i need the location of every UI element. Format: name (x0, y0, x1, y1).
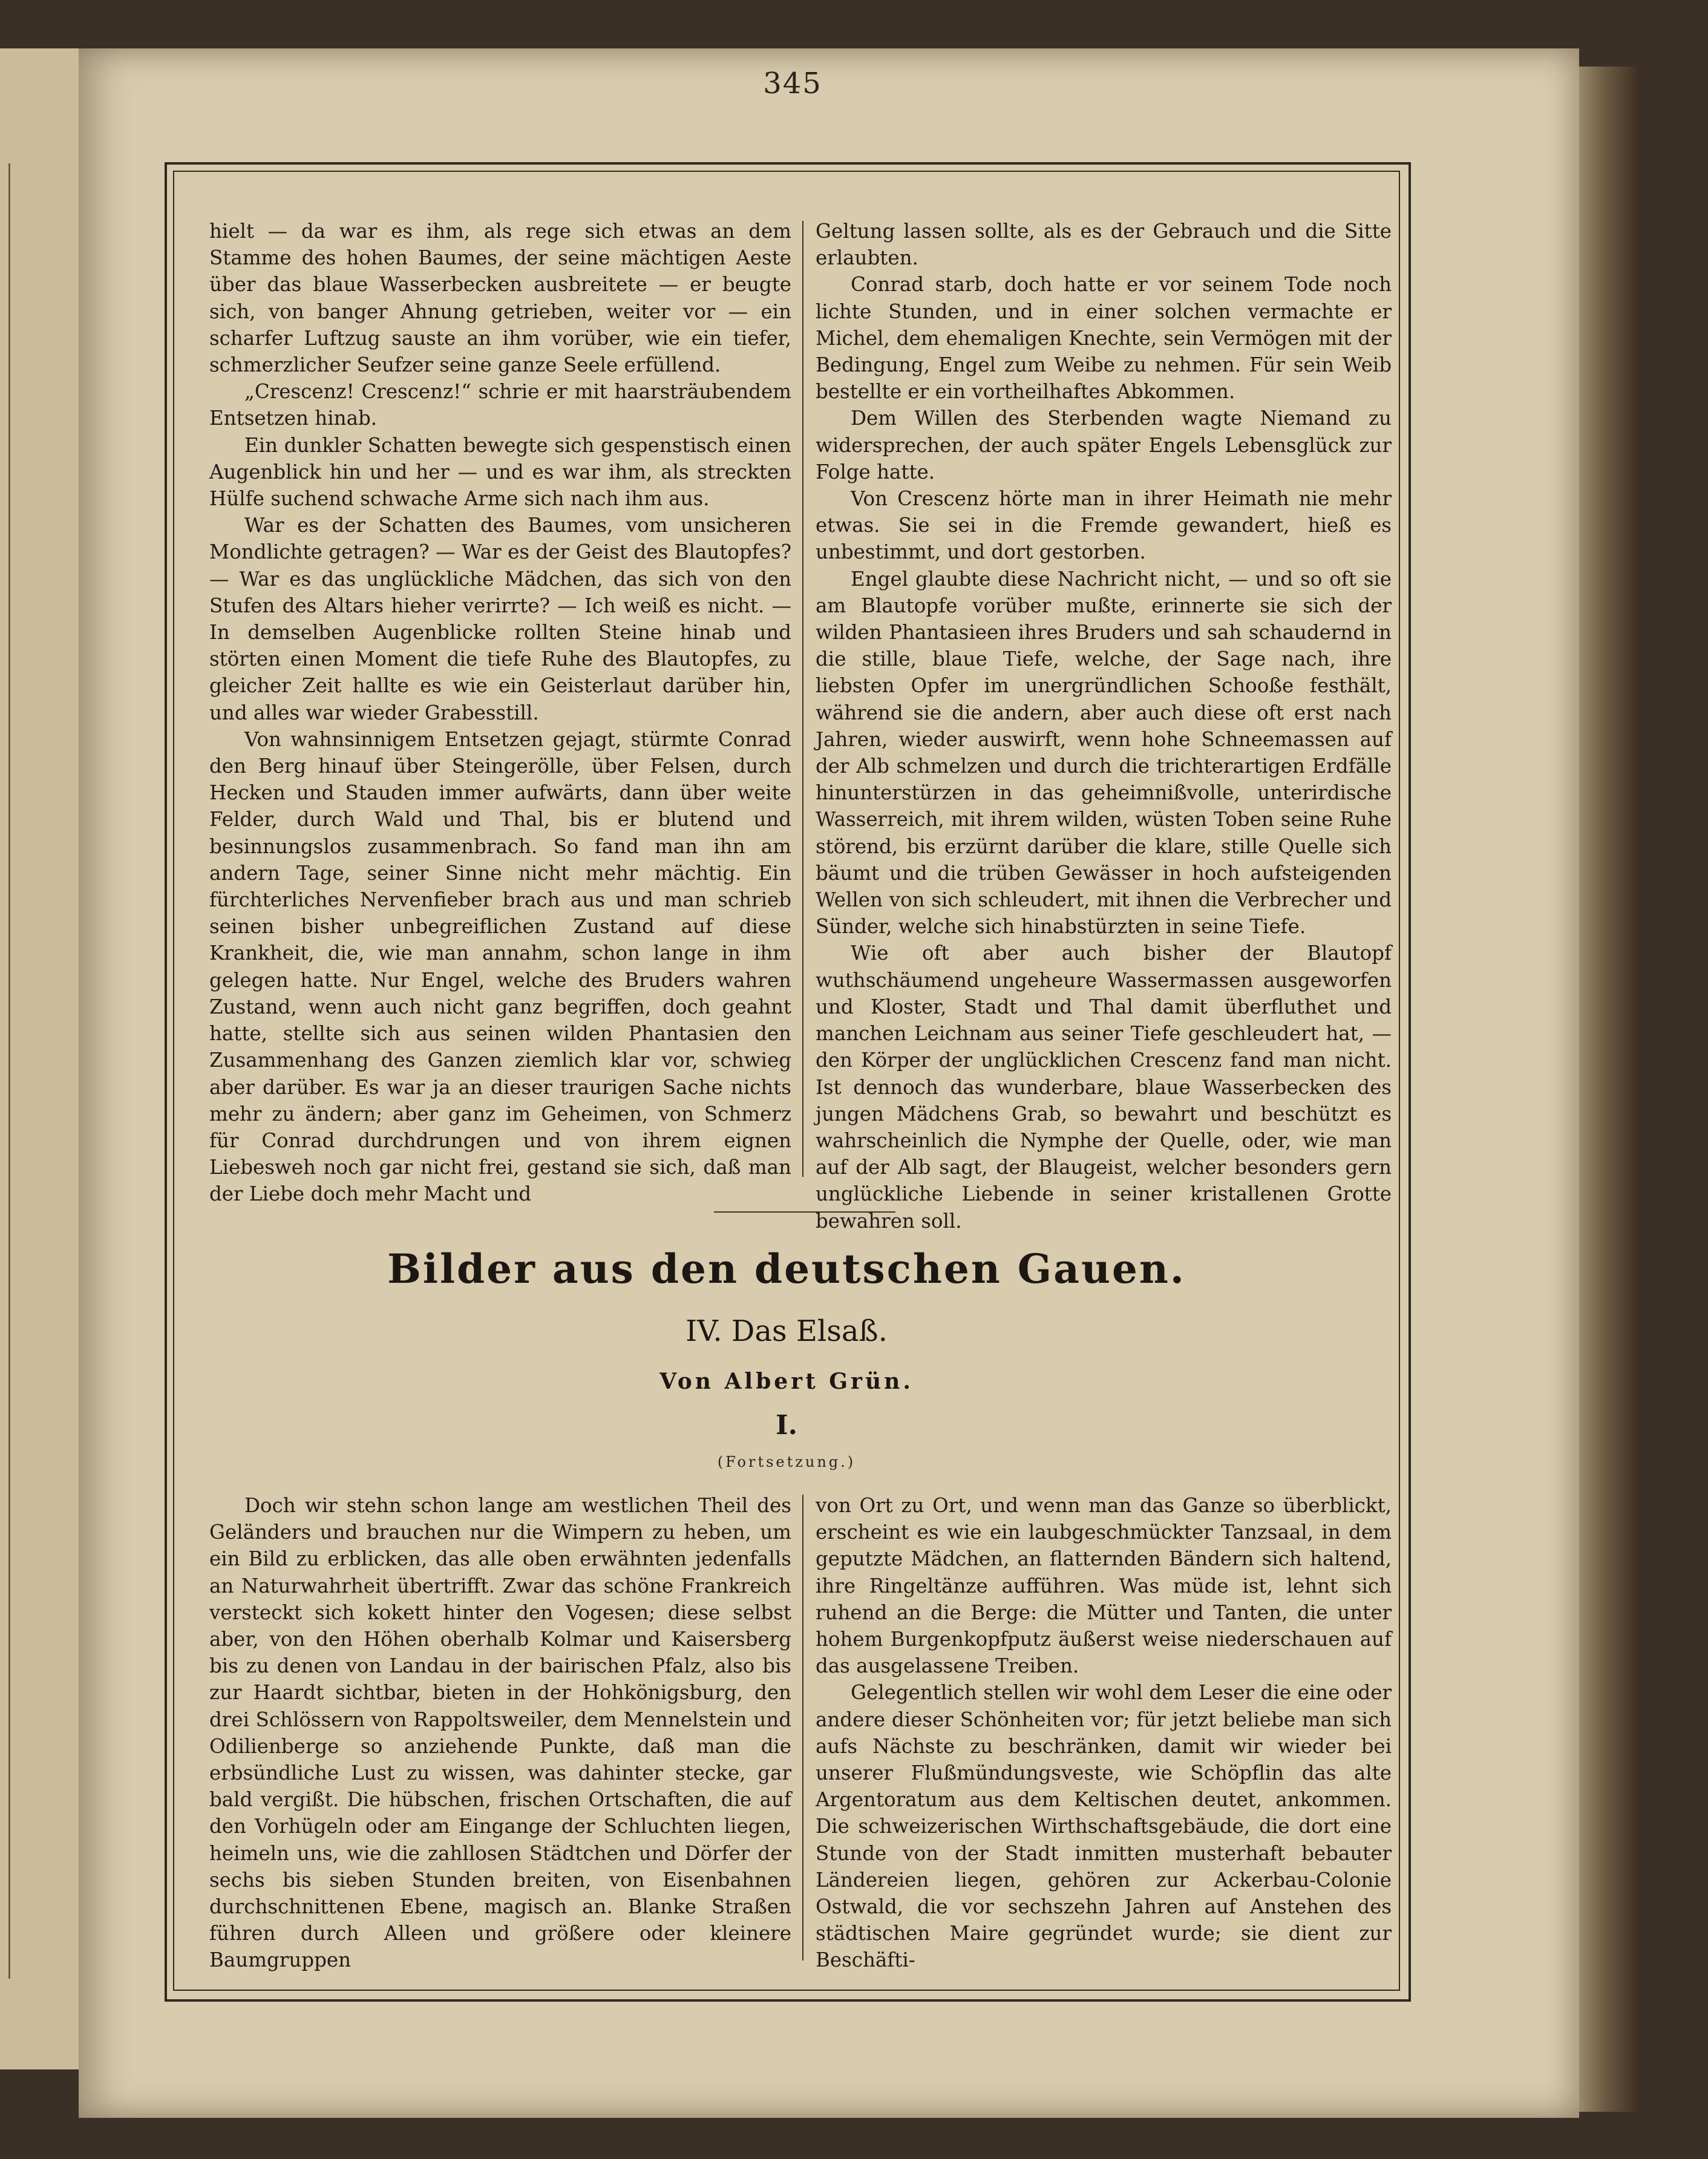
page-number: 345 (763, 67, 822, 100)
article-column-left (209, 1492, 791, 1974)
article-subtitle: IV. Das Elsaß. (685, 1314, 888, 1348)
page-stack-edge (1579, 67, 1640, 2112)
paragraph: War es der Schatten des Baumes, vom unsicheren Mondlichte getragen? — War es der Geist des Blautopfes? — War es das unglückliche Mädchen, das sich von den Stufen des Altars hieher verirrte? — Ich weiß es nicht. — In demselben Augenblicke rollten Steine hinab und störten einen Moment die tiefe Ruhe des Blautopfes, zu gleicher Zeit hallte es wie ein Geisterlaut darüber hin, und alles war wieder Grabesstill. (209, 514, 791, 724)
story-column-left (209, 218, 791, 1208)
article-part-number: I. (776, 1410, 797, 1441)
paragraph: Von Crescenz hörte man in ihrer Heimath nie mehr etwas. Sie sei in die Fremde gewandert, hieß es unbestimmt, und dort gestorben. (816, 487, 1392, 564)
facing-page-edge (0, 48, 82, 2069)
story-column-right (816, 218, 1392, 1234)
paragraph: Dem Willen des Sterbenden wagte Niemand zu widersprechen, der auch später Engels Lebensglück zur Folge hatte. (816, 407, 1392, 483)
paragraph: Von wahnsinnigem Entsetzen gejagt, stürmte Conrad den Berg hinauf über Steingerölle, über Felsen, durch Hecken und Stauden immer aufwärts, dann über weite Felder, durch Wald und Thal, bis er blutend und besinnungslos zusammenbrach. So fand man ihn am andern Tage, seiner Sinne nicht mehr mächtig. Ein fürchterliches Nervenfieber brach aus und man schrieb seinen bisher unbegreiflichen Zustand auf diese Krankheit, die, wie man annahm, schon lange in ihm gelegen hatte. Nur Engel, welche des Bruders wahren Zustand, wenn auch nicht ganz begriffen, doch geahnt hatte, stellte sich aus seinen wilden Phantasien den Zusammenhang des Ganzen ziemlich klar vor, schwieg aber darüber. Es war ja an dieser traurigen Sache nichts mehr zu ändern; aber ganz im Geheimen, von Schmerz für Conrad durchdrungen und von ihrem eignen Liebesweh noch gar nicht frei, gestand sie sich, daß man der Liebe doch mehr Macht und (209, 727, 791, 1206)
paragraph: von Ort zu Ort, und wenn man das Ganze so überblickt, erscheint es wie ein laubgeschmückter Tanzsaal, in dem geputzte Mädchen, an flatternden Bändern sich haltend, ihre Ringeltänze aufführen. Was müde ist, lehnt sich ruhend an die Berge: die Mütter und Tanten, die unter hohem Burgenkopfputz äußerst weise niederschauen auf das ausgelassene Treiben. (816, 1494, 1392, 1678)
article-title: Bilder aus den deutschen Gauen. (387, 1245, 1186, 1292)
continuation-note: (Fortsetzung.) (717, 1453, 856, 1470)
facing-page-rule (8, 163, 10, 1979)
column-divider-top (802, 221, 803, 1177)
column-divider-bottom (802, 1495, 803, 1961)
paragraph: hielt — da war es ihm, als rege sich etwas an dem Stamme des hohen Baumes, der seine mächtigen Aeste über das blaue Wasserbecken ausbreitete — er beugte sich, von banger Ahnung getrieben, weiter vor — ein scharfer Luftzug sauste an ihm vorüber, wie ein tiefer, schmerzlicher Seufzer seine ganze Seele erfüllend. (209, 220, 791, 377)
article-column-right (816, 1492, 1392, 1974)
paragraph: Ein dunkler Schatten bewegte sich gespenstisch einen Augenblick hin und her — und es war ihm, als streckten Hülfe suchend schwache Arme sich nach ihm aus. (209, 433, 791, 511)
paragraph: Engel glaubte diese Nachricht nicht, — und so oft sie am Blautopfe vorüber mußte, erinnerte sie sich der wilden Phantasieen ihres Bruders und sah schaudernd in die stille, blaue Tiefe, welche, der Sage nach, ihre liebsten Opfer im unergründlichen Schooße festhält, während sie die andern, aber auch diese oft erst nach Jahren, wieder auswirft, wenn hohe Schneemassen auf der Alb schmelzen und durch die trichterartigen Erdfälle hinunterstürzen in das geheimnißvolle, unterirdische Wasserreich, mit ihrem wilden, wüsten Toben seine Ruhe störend, bis erzürnt darüber die klare, stille Quelle sich bäumt und die trüben Gewässer in hoch aufsteigenden Wellen von sich schleudert, mit ihnen die Verbrecher und Sünder, welche sich hinabstürzten in seine Tiefe. (816, 567, 1392, 939)
article-byline: Von Albert Grün. (659, 1369, 914, 1394)
paragraph: Conrad starb, doch hatte er vor seinem Tode noch lichte Stunden, und in einer solchen vermachte er Michel, dem ehemaligen Knechte, sein Vermögen mit der Bedingung, Engel zum Weibe zu nehmen. Für sein Weib bestellte er ein vortheilhaftes Abkommen. (816, 273, 1392, 404)
paragraph: „Crescenz! Crescenz!“ schrie er mit haarsträubendem Entsetzen hinab. (209, 380, 791, 430)
paragraph: Geltung lassen sollte, als es der Gebrauch und die Sitte erlaubten. (816, 220, 1392, 270)
paragraph: Gelegentlich stellen wir wohl dem Leser die eine oder andere dieser Schönheiten vor; für jetzt beliebe man sich aufs Nächste zu beschränken, damit wir wieder bei unserer Flußmündungsveste, wie Schöpflin das alte Argentoratum aus dem Keltischen deutet, ankommen. Die schweizerischen Wirthschaftsgebäude, die dort eine Stunde von der Stadt inmitten musterhaft bebauter Ländereien liegen, gehören zur Ackerbau-Colonie Ostwald, die vor sechszehn Jahren auf Anstehen des städtischen Maire gegründet wurde; sie dient zur Beschäfti- (816, 1681, 1392, 1972)
paragraph: Doch wir stehn schon lange am westlichen Theil des Geländers und brauchen nur die Wimpern zu heben, um ein Bild zu erblicken, das alle oben erwähnten jedenfalls an Naturwahrheit übertrifft. Zwar das schöne Frankreich versteckt sich kokett hinter den Vogesen; diese selbst aber, von den Höhen oberhalb Kolmar und Kaisersberg bis zu denen von Landau in der bairischen Pfalz, also bis zur Haardt sichtbar, bieten in der Hohkönigsburg, den drei Schlössern von Rappoltsweiler, dem Mennelstein und Odilienberge so anziehende Punkte, daß man die erbsündliche Lust zu wissen, was dahinter stecke, gar bald vergißt. Die hübschen, frischen Ortschaften, die auf den Vorhügeln oder am Eingange der Schluchten liegen, heimeln uns, wie die zahllosen Städtchen und Dörfer der sechs bis sieben Stunden breiten, von Eisenbahnen durchschnittenen Ebene, magisch an. Blanke Straßen führen durch Alleen und größere oder kleinere Baumgruppen (209, 1494, 791, 1972)
paragraph: Wie oft aber auch bisher der Blautopf wuthschäumend ungeheure Wassermassen ausgeworfen und Kloster, Stadt und Thal damit überfluthet und manchen Leichnam aus seiner Tiefe geschleudert hat, — den Körper der unglücklichen Crescenz fand man nicht. Ist dennoch das wunderbare, blaue Wasserbecken des jungen Mädchens Grab, so bewahrt und beschützt es wahrscheinlich die Nymphe der Quelle, oder, wie man auf der Alb sagt, der Blaugeist, welcher besonders gern unglückliche Liebende in seiner kristallenen Grotte bewahren soll. (816, 942, 1392, 1233)
